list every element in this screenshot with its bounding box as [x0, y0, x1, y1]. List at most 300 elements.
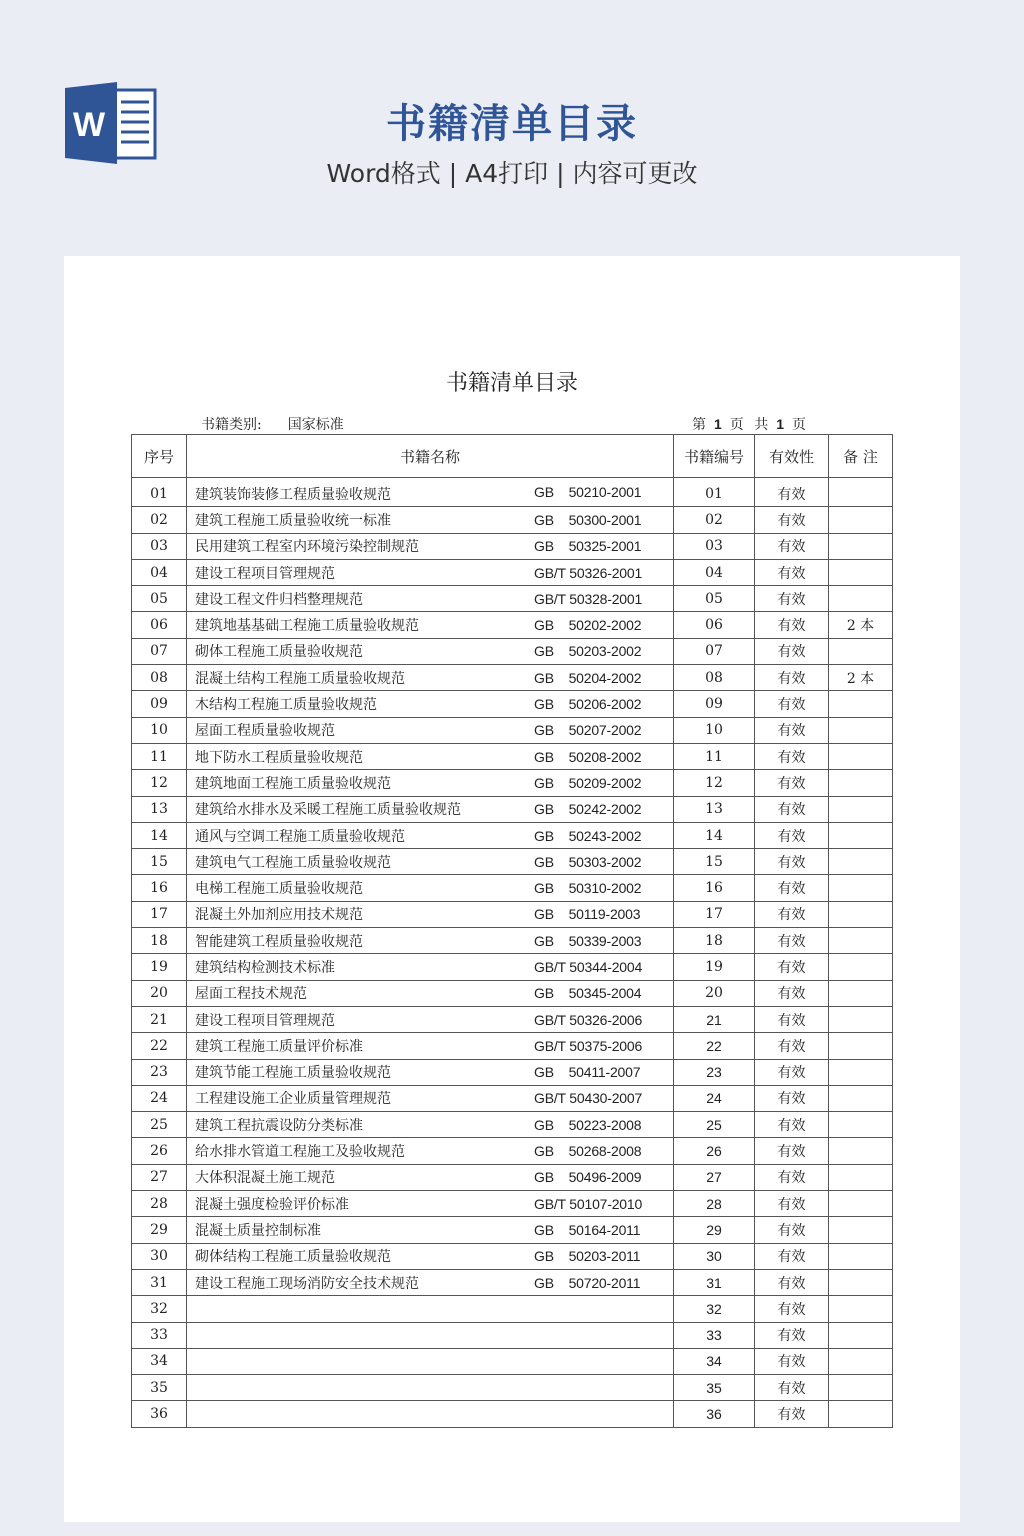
row-serial: 10 — [132, 717, 187, 743]
row-serial: 06 — [132, 612, 187, 638]
row-remark — [829, 1112, 893, 1138]
row-validity: 有效 — [755, 1243, 829, 1269]
row-book-name: 工程建设施工企业质量管理规范 — [195, 1091, 391, 1108]
row-validity: 有效 — [755, 1006, 829, 1032]
row-book-number: 18 — [674, 928, 755, 954]
row-book-number: 09 — [674, 691, 755, 717]
row-book-name: 屋面工程质量验收规范 — [195, 723, 335, 740]
row-book-number: 17 — [674, 901, 755, 927]
row-remark — [829, 849, 893, 875]
row-remark — [829, 1269, 893, 1295]
row-standard-code: GB 50164-2011 — [534, 1221, 641, 1238]
row-standard-code: GB/T 50107-2010 — [534, 1195, 643, 1212]
row-book-name: 建设工程项目管理规范 — [195, 565, 335, 582]
row-book-number: 34 — [674, 1348, 755, 1374]
row-book-number: 20 — [674, 980, 755, 1006]
row-serial: 33 — [132, 1322, 187, 1348]
row-book-name-cell — [187, 1138, 674, 1164]
table-row — [132, 1059, 893, 1085]
row-book-number: 35 — [674, 1375, 755, 1401]
row-standard-code: GB 50119-2003 — [534, 906, 641, 923]
row-serial: 11 — [132, 743, 187, 769]
row-validity: 有效 — [755, 1322, 829, 1348]
row-serial: 14 — [132, 822, 187, 848]
table-row — [132, 638, 893, 664]
row-validity: 有效 — [755, 954, 829, 980]
row-book-name-cell — [187, 928, 674, 954]
row-book-name-cell — [187, 638, 674, 664]
row-serial: 20 — [132, 980, 187, 1006]
table-row — [132, 1191, 893, 1217]
row-serial: 07 — [132, 638, 187, 664]
row-book-name-cell — [187, 1322, 674, 1348]
row-validity: 有效 — [755, 796, 829, 822]
row-validity: 有效 — [755, 1401, 829, 1427]
table-row — [132, 1296, 893, 1322]
row-book-name-cell — [187, 796, 674, 822]
row-book-name-cell — [187, 1033, 674, 1059]
row-validity: 有效 — [755, 586, 829, 612]
row-validity: 有效 — [755, 638, 829, 664]
row-standard-code: GB 50496-2009 — [534, 1169, 642, 1186]
table-row — [132, 586, 893, 612]
row-book-number: 14 — [674, 822, 755, 848]
row-remark — [829, 533, 893, 559]
row-book-name: 屋面工程技术规范 — [195, 986, 307, 1003]
row-book-name-cell — [187, 901, 674, 927]
row-remark — [829, 1243, 893, 1269]
row-validity: 有效 — [755, 1191, 829, 1217]
row-book-name: 混凝土质量控制标准 — [195, 1222, 321, 1239]
row-book-number: 30 — [674, 1243, 755, 1269]
page-prefix: 第 — [692, 417, 706, 433]
row-book-number: 36 — [674, 1401, 755, 1427]
header-remark: 备 注 — [829, 435, 893, 478]
row-book-name-cell — [187, 1296, 674, 1322]
row-standard-code: GB 50303-2002 — [534, 853, 642, 870]
row-remark — [829, 1006, 893, 1032]
table-row — [132, 1217, 893, 1243]
row-remark — [829, 796, 893, 822]
row-book-name-cell — [187, 717, 674, 743]
table-row — [132, 478, 893, 507]
row-standard-code: GB/T 50375-2006 — [534, 1037, 643, 1054]
row-remark — [829, 1322, 893, 1348]
row-remark — [829, 1348, 893, 1374]
row-book-number: 24 — [674, 1085, 755, 1111]
table-row — [132, 1164, 893, 1190]
row-book-name: 建设工程项目管理规范 — [195, 1012, 335, 1029]
table-row — [132, 691, 893, 717]
row-remark — [829, 928, 893, 954]
row-book-name: 电梯工程施工质量验收规范 — [195, 881, 363, 898]
row-book-name: 建筑给水排水及采暖工程施工质量验收规范 — [195, 802, 461, 819]
banner-title: 书籍清单目录 — [386, 101, 638, 147]
row-book-number: 07 — [674, 638, 755, 664]
row-remark — [829, 1033, 893, 1059]
table-row — [132, 1112, 893, 1138]
row-book-name-cell — [187, 612, 674, 638]
row-serial: 31 — [132, 1269, 187, 1295]
row-book-number: 04 — [674, 559, 755, 585]
row-book-name: 建筑结构检测技术标准 — [195, 959, 335, 976]
row-standard-code: GB 50203-2011 — [534, 1248, 641, 1265]
row-validity: 有效 — [755, 743, 829, 769]
table-row — [132, 1243, 893, 1269]
table-row — [132, 743, 893, 769]
row-remark — [829, 638, 893, 664]
row-book-name-cell — [187, 478, 674, 507]
row-book-name-cell — [187, 1112, 674, 1138]
row-book-name-cell — [187, 665, 674, 691]
table-row — [132, 1322, 893, 1348]
table-row — [132, 612, 893, 638]
row-book-number: 05 — [674, 586, 755, 612]
table-row — [132, 875, 893, 901]
row-serial: 25 — [132, 1112, 187, 1138]
word-icon-letter: W — [72, 106, 106, 144]
row-book-name-cell — [187, 1006, 674, 1032]
header-book-name: 书籍名称 — [187, 435, 674, 478]
row-validity: 有效 — [755, 1138, 829, 1164]
row-book-number: 08 — [674, 665, 755, 691]
row-remark — [829, 1191, 893, 1217]
row-standard-code: GB 50207-2002 — [534, 722, 642, 739]
row-book-number: 27 — [674, 1164, 755, 1190]
row-book-name-cell — [187, 1059, 674, 1085]
table-row — [132, 533, 893, 559]
banner-subtitle: Word格式 | A4打印 | 内容可更改 — [326, 159, 698, 188]
row-serial: 15 — [132, 849, 187, 875]
row-remark — [829, 743, 893, 769]
row-book-name: 混凝土结构工程施工质量验收规范 — [195, 670, 405, 687]
row-serial: 22 — [132, 1033, 187, 1059]
row-book-number: 21 — [674, 1006, 755, 1032]
table-row — [132, 822, 893, 848]
row-book-number: 01 — [674, 478, 755, 507]
row-book-name: 木结构工程施工质量验收规范 — [195, 697, 377, 714]
row-validity: 有效 — [755, 901, 829, 927]
row-serial: 08 — [132, 665, 187, 691]
row-standard-code: GB 50243-2002 — [534, 827, 642, 844]
row-serial: 03 — [132, 533, 187, 559]
row-book-name: 建筑电气工程施工质量验收规范 — [195, 854, 391, 871]
row-standard-code: GB/T 50344-2004 — [534, 958, 643, 975]
header-validity: 有效性 — [755, 435, 829, 478]
row-serial: 26 — [132, 1138, 187, 1164]
row-remark: 2 本 — [829, 665, 893, 691]
header-book-number: 书籍编号 — [674, 435, 755, 478]
table-row — [132, 849, 893, 875]
row-standard-code: GB 50204-2002 — [534, 669, 642, 686]
row-book-name: 通风与空调工程施工质量验收规范 — [195, 828, 405, 845]
table-row — [132, 1401, 893, 1427]
row-standard-code: GB 50223-2008 — [534, 1116, 642, 1133]
row-validity: 有效 — [755, 612, 829, 638]
row-validity: 有效 — [755, 1348, 829, 1374]
table-header-row — [132, 435, 893, 478]
row-validity: 有效 — [755, 665, 829, 691]
row-book-name-cell — [187, 743, 674, 769]
row-serial: 09 — [132, 691, 187, 717]
row-book-name-cell — [187, 1375, 674, 1401]
row-remark — [829, 875, 893, 901]
row-validity: 有效 — [755, 1269, 829, 1295]
page-total-unit: 页 — [792, 417, 807, 433]
row-validity: 有效 — [755, 1217, 829, 1243]
row-book-name: 建筑工程施工质量评价标准 — [195, 1038, 363, 1055]
table-row — [132, 980, 893, 1006]
row-remark — [829, 770, 893, 796]
row-serial: 29 — [132, 1217, 187, 1243]
row-standard-code: GB 50203-2002 — [534, 643, 642, 660]
row-standard-code: GB 50300-2001 — [534, 511, 642, 528]
table-row — [132, 1269, 893, 1295]
row-remark — [829, 559, 893, 585]
row-standard-code: GB/T 50326-2006 — [534, 1011, 643, 1028]
row-serial: 01 — [132, 478, 187, 507]
row-serial: 02 — [132, 507, 187, 533]
row-validity: 有效 — [755, 507, 829, 533]
table-row — [132, 1138, 893, 1164]
table-row — [132, 1006, 893, 1032]
row-validity: 有效 — [755, 533, 829, 559]
table-row — [132, 665, 893, 691]
row-book-name: 给水排水管道工程施工及验收规范 — [195, 1144, 405, 1161]
row-book-name: 建设工程文件归档整理规范 — [195, 591, 363, 608]
row-book-name-cell — [187, 586, 674, 612]
row-remark — [829, 691, 893, 717]
row-book-name-cell — [187, 1348, 674, 1374]
row-book-name-cell — [187, 875, 674, 901]
row-standard-code: GB 50208-2002 — [534, 748, 642, 765]
row-book-number: 26 — [674, 1138, 755, 1164]
row-validity: 有效 — [755, 928, 829, 954]
row-standard-code: GB/T 50326-2001 — [534, 564, 643, 581]
table-row — [132, 717, 893, 743]
row-remark — [829, 980, 893, 1006]
row-book-name-cell — [187, 1085, 674, 1111]
table-row — [132, 901, 893, 927]
row-book-name-cell — [187, 1269, 674, 1295]
row-book-name: 建筑节能工程施工质量验收规范 — [195, 1065, 391, 1082]
row-book-name-cell — [187, 533, 674, 559]
row-book-number: 15 — [674, 849, 755, 875]
row-book-name: 大体积混凝土施工规范 — [195, 1170, 335, 1187]
row-serial: 17 — [132, 901, 187, 927]
row-validity: 有效 — [755, 559, 829, 585]
row-book-name-cell — [187, 849, 674, 875]
page-total: 1 — [776, 416, 785, 432]
row-validity: 有效 — [755, 1033, 829, 1059]
row-book-name-cell — [187, 1401, 674, 1427]
row-standard-code: GB/T 50328-2001 — [534, 590, 643, 607]
row-book-name-cell — [187, 980, 674, 1006]
row-book-number: 13 — [674, 796, 755, 822]
row-serial: 24 — [132, 1085, 187, 1111]
row-serial: 19 — [132, 954, 187, 980]
row-validity: 有效 — [755, 980, 829, 1006]
book-catalog-table — [131, 434, 893, 1428]
row-book-number: 31 — [674, 1269, 755, 1295]
table-row — [132, 1375, 893, 1401]
row-book-name: 建设工程施工现场消防安全技术规范 — [195, 1275, 419, 1292]
row-validity: 有效 — [755, 717, 829, 743]
row-book-name-cell — [187, 1217, 674, 1243]
row-serial: 30 — [132, 1243, 187, 1269]
row-standard-code: GB 50210-2001 — [534, 484, 642, 501]
row-book-number: 29 — [674, 1217, 755, 1243]
page-indicator — [692, 414, 806, 434]
row-validity: 有效 — [755, 875, 829, 901]
row-book-number: 22 — [674, 1033, 755, 1059]
row-serial: 27 — [132, 1164, 187, 1190]
row-standard-code: GB 50720-2011 — [534, 1274, 641, 1291]
row-book-number: 12 — [674, 770, 755, 796]
table-row — [132, 507, 893, 533]
header-serial: 序号 — [132, 435, 187, 478]
row-book-name: 建筑装饰装修工程质量验收规范 — [195, 486, 391, 503]
row-book-name-cell — [187, 691, 674, 717]
row-remark — [829, 1217, 893, 1243]
row-serial: 36 — [132, 1401, 187, 1427]
row-book-name: 砌体结构工程施工质量验收规范 — [195, 1249, 391, 1266]
row-book-number: 02 — [674, 507, 755, 533]
row-book-name-cell — [187, 770, 674, 796]
row-standard-code: GB 50325-2001 — [534, 538, 642, 555]
row-remark — [829, 1059, 893, 1085]
row-validity: 有效 — [755, 849, 829, 875]
row-serial: 34 — [132, 1348, 187, 1374]
row-standard-code: GB/T 50430-2007 — [534, 1090, 643, 1107]
row-book-number: 16 — [674, 875, 755, 901]
row-book-number: 28 — [674, 1191, 755, 1217]
table-row — [132, 796, 893, 822]
row-standard-code: GB 50339-2003 — [534, 932, 642, 949]
table-body — [132, 478, 893, 1428]
row-book-name-cell — [187, 1191, 674, 1217]
row-standard-code: GB 50206-2002 — [534, 696, 642, 713]
row-book-number: 32 — [674, 1296, 755, 1322]
row-book-name-cell — [187, 559, 674, 585]
row-standard-code: GB 50345-2004 — [534, 985, 642, 1002]
row-book-name-cell — [187, 1164, 674, 1190]
row-book-name: 建筑地基基础工程施工质量验收规范 — [195, 618, 419, 635]
row-standard-code: GB 50411-2007 — [534, 1064, 641, 1081]
row-book-name: 建筑工程抗震设防分类标准 — [195, 1117, 363, 1134]
row-serial: 21 — [132, 1006, 187, 1032]
row-serial: 18 — [132, 928, 187, 954]
row-book-number: 33 — [674, 1322, 755, 1348]
row-remark — [829, 717, 893, 743]
row-book-name: 建筑地面工程施工质量验收规范 — [195, 775, 391, 792]
row-book-name-cell — [187, 1243, 674, 1269]
category-value: 国家标准 — [287, 417, 344, 433]
row-standard-code: GB 50209-2002 — [534, 774, 642, 791]
row-serial: 23 — [132, 1059, 187, 1085]
page-unit: 页 — [729, 417, 744, 433]
row-serial: 12 — [132, 770, 187, 796]
row-book-number: 19 — [674, 954, 755, 980]
row-remark — [829, 507, 893, 533]
row-book-number: 11 — [674, 743, 755, 769]
row-remark — [829, 1085, 893, 1111]
row-standard-code: GB 50310-2002 — [534, 880, 642, 897]
row-serial: 05 — [132, 586, 187, 612]
row-validity: 有效 — [755, 1296, 829, 1322]
row-book-name-cell — [187, 507, 674, 533]
category-line — [201, 414, 344, 434]
row-validity: 有效 — [755, 1085, 829, 1111]
row-validity: 有效 — [755, 770, 829, 796]
row-remark — [829, 954, 893, 980]
page-total-prefix: 共 — [754, 417, 769, 433]
row-standard-code: GB 50242-2002 — [534, 801, 642, 818]
row-serial: 16 — [132, 875, 187, 901]
row-remark — [829, 1138, 893, 1164]
row-remark — [829, 1164, 893, 1190]
row-serial: 32 — [132, 1296, 187, 1322]
row-remark — [829, 586, 893, 612]
row-book-name: 混凝土强度检验评价标准 — [195, 1196, 349, 1213]
row-book-number: 06 — [674, 612, 755, 638]
row-validity: 有效 — [755, 478, 829, 507]
table-row — [132, 559, 893, 585]
row-remark — [829, 478, 893, 507]
page-current: 1 — [714, 416, 722, 432]
row-validity: 有效 — [755, 1059, 829, 1085]
row-remark — [829, 1375, 893, 1401]
table-row — [132, 1348, 893, 1374]
row-serial: 28 — [132, 1191, 187, 1217]
table-row — [132, 1085, 893, 1111]
row-standard-code: GB 50268-2008 — [534, 1143, 642, 1160]
row-serial: 35 — [132, 1375, 187, 1401]
row-remark — [829, 901, 893, 927]
table-row — [132, 954, 893, 980]
row-validity: 有效 — [755, 1375, 829, 1401]
row-book-name: 混凝土外加剂应用技术规范 — [195, 907, 363, 924]
row-book-name: 砌体工程施工质量验收规范 — [195, 644, 363, 661]
table-row — [132, 1033, 893, 1059]
row-book-name-cell — [187, 954, 674, 980]
row-validity: 有效 — [755, 822, 829, 848]
row-validity: 有效 — [755, 691, 829, 717]
row-book-name: 建筑工程施工质量验收统一标准 — [195, 512, 391, 529]
row-remark: 2 本 — [829, 612, 893, 638]
row-serial: 04 — [132, 559, 187, 585]
row-remark — [829, 1401, 893, 1427]
row-book-number: 23 — [674, 1059, 755, 1085]
row-book-name: 智能建筑工程质量验收规范 — [195, 933, 363, 950]
row-validity: 有效 — [755, 1164, 829, 1190]
row-book-number: 10 — [674, 717, 755, 743]
row-validity: 有效 — [755, 1112, 829, 1138]
table-row — [132, 770, 893, 796]
row-remark — [829, 1296, 893, 1322]
category-label: 书籍类别: — [201, 417, 262, 433]
row-book-name: 地下防水工程质量验收规范 — [195, 749, 363, 766]
row-book-name-cell — [187, 822, 674, 848]
row-remark — [829, 822, 893, 848]
row-book-name: 民用建筑工程室内环境污染控制规范 — [195, 539, 419, 556]
row-book-number: 03 — [674, 533, 755, 559]
table-row — [132, 928, 893, 954]
row-serial: 13 — [132, 796, 187, 822]
document-title: 书籍清单目录 — [445, 371, 578, 396]
row-book-number: 25 — [674, 1112, 755, 1138]
row-standard-code: GB 50202-2002 — [534, 617, 642, 634]
